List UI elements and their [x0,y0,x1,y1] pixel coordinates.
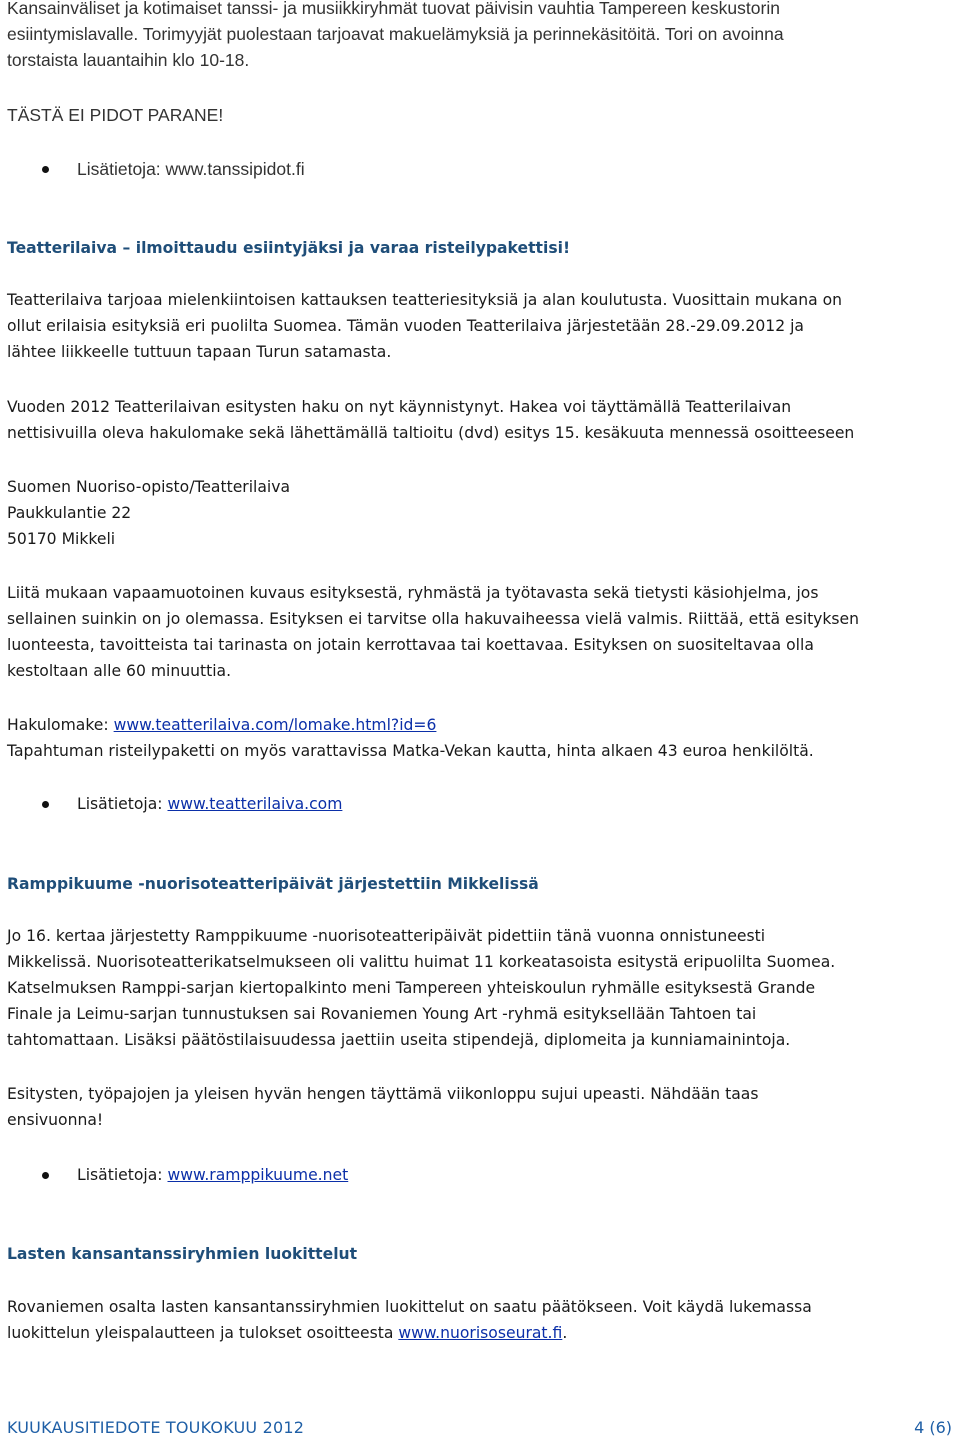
ramppikuume-paragraph-1 [7,923,953,1053]
text-line: nettisivuilla oleva hakulomake sekä lähettämällä taltioitu (dvd) esitys 15. kesäkuuta mennessä osoitteeseen [7,424,855,442]
package-line: Tapahtuman risteilypaketti on myös varattavissa Matka-Vekan kautta, hinta alkaen 43 euroa henkilöltä. [7,742,814,760]
teatterilaiva-paragraph-3 [7,580,953,684]
text-line: Liitä mukaan vapaamuotoinen kuvaus esityksestä, ryhmästä ja työtavasta sekä tietysti käsiohjelma, jos [7,584,819,602]
text-line: lähtee liikkeelle tuttuun tapaan Turun satamasta. [7,343,392,361]
intro-line: esiintymislavalle. Torimyyjät puolestaan tarjoavat makuelämyksiä ja perinnekäsitöitä. Tori on avoinna [7,24,784,44]
form-label: Hakulomake: [7,716,114,734]
text-line: Katselmuksen Ramppi-sarjan kiertopalkinto meni Tampereen yhteiskoulun ryhmälle esityksestä Grande [7,979,816,997]
text-line: luonteesta, tavoitteista tai tarinasta on jotain kerrottavaa tai koettavaa. Esityksen on suositeltavaa olla [7,636,814,654]
teatterilaiva-paragraph-2 [7,394,953,446]
ramppikuume-paragraph-2 [7,1081,953,1133]
text-line: sellainen suinkin on jo olemassa. Esityksen ei tarvitse olla hakuvaiheessa vielä valmis. Riittää, että esityksen [7,610,860,628]
text-line: ensivuonna! [7,1111,104,1129]
ramppikuume-link[interactable]: www.ramppikuume.net [167,1166,349,1184]
text-line: Jo 16. kertaa järjestetty Ramppikuume -nuorisoteatteripäivät pidettiin tänä vuonna onnistuneesti [7,927,766,945]
info-label: Lisätietoja: [77,795,168,813]
ramppikuume-info [77,1162,937,1188]
text-line: tahtomattaan. Lisäksi päätöstilaisuudessa jaettiin useita stipendejä, diplomeita ja kunniamainintoja. [7,1031,791,1049]
address-line: Paukkulantie 22 [7,504,132,522]
bullet-icon [40,1170,52,1182]
teatterilaiva-info [77,791,937,817]
form-line [7,712,953,738]
text-line: Finale ja Leimu-sarjan tunnustuksen sai Rovaniemen Young Art -ryhmä esityksellään Tahtoen tai [7,1005,757,1023]
teatterilaiva-paragraph-1 [7,287,953,365]
address-line: 50170 Mikkeli [7,530,116,548]
intro-line: torstaista lauantaihin klo 10-18. [7,50,250,70]
address-line: Suomen Nuoriso-opisto/Teatterilaiva [7,478,291,496]
text-line: Mikkelissä. Nuorisoteatterikatselmukseen oli valittu huimat 11 korkeatasoista esitystä eripuolilta Suomea. [7,953,836,971]
text-span: luokittelun yleispalautteen ja tulokset osoitteesta [7,1324,399,1342]
ramppikuume-heading: Ramppikuume -nuorisoteatteripäivät järjestettiin Mikkelissä [7,875,539,893]
intro-info: Lisätietoja: www.tanssipidot.fi [77,159,305,179]
text-line: Vuoden 2012 Teatterilaivan esitysten haku on nyt käynnistynyt. Hakea voi täyttämällä Teatterilaivan [7,398,792,416]
address-block [7,474,953,552]
text-line: Esitysten, työpajojen ja yleisen hyvän hengen täyttämä viikonloppu sujui upeasti. Nähdään taas [7,1085,759,1103]
text-line: kestoltaan alle 60 minuuttia. [7,662,232,680]
intro-notice: TÄSTÄ EI PIDOT PARANE! [7,105,224,125]
intro-line: Kansainväliset ja kotimaiset tanssi- ja musiikkiryhmät tuovat päivisin vauhtia Tampereen keskustorin [7,0,780,18]
text-line: Rovaniemen osalta lasten kansantanssiryhmien luokittelut on saatu päätökseen. Voit käydä lukemassa [7,1298,812,1316]
info-label: Lisätietoja: [77,1166,168,1184]
text-line [7,1320,953,1346]
page-number: 4 (6) [914,1418,952,1437]
text-span: . [562,1324,568,1342]
bullet-icon [40,164,52,176]
form-link[interactable]: www.teatterilaiva.com/lomake.html?id=6 [113,716,437,734]
text-line: Teatterilaiva tarjoaa mielenkiintoisen kattauksen teatteriesityksiä ja alan koulutusta. Vuosittain mukana on [7,291,843,309]
text-line: ollut erilaisia esityksiä eri puolilta Suomea. Tämän vuoden Teatterilaiva järjestetään 28.-29.09.2012 ja [7,317,804,335]
teatterilaiva-link[interactable]: www.teatterilaiva.com [167,795,343,813]
bullet-icon [40,799,52,811]
footer-title: KUUKAUSITIEDOTE TOUKOKUU 2012 [7,1418,305,1437]
intro-paragraph [7,0,953,73]
luokittelut-paragraph [7,1294,953,1346]
teatterilaiva-heading: Teatterilaiva – ilmoittaudu esiintyjäksi ja varaa risteilypakettisi! [7,239,571,257]
luokittelut-heading: Lasten kansantanssiryhmien luokittelut [7,1245,358,1263]
nuorisoseurat-link[interactable]: www.nuorisoseurat.fi [398,1324,563,1342]
